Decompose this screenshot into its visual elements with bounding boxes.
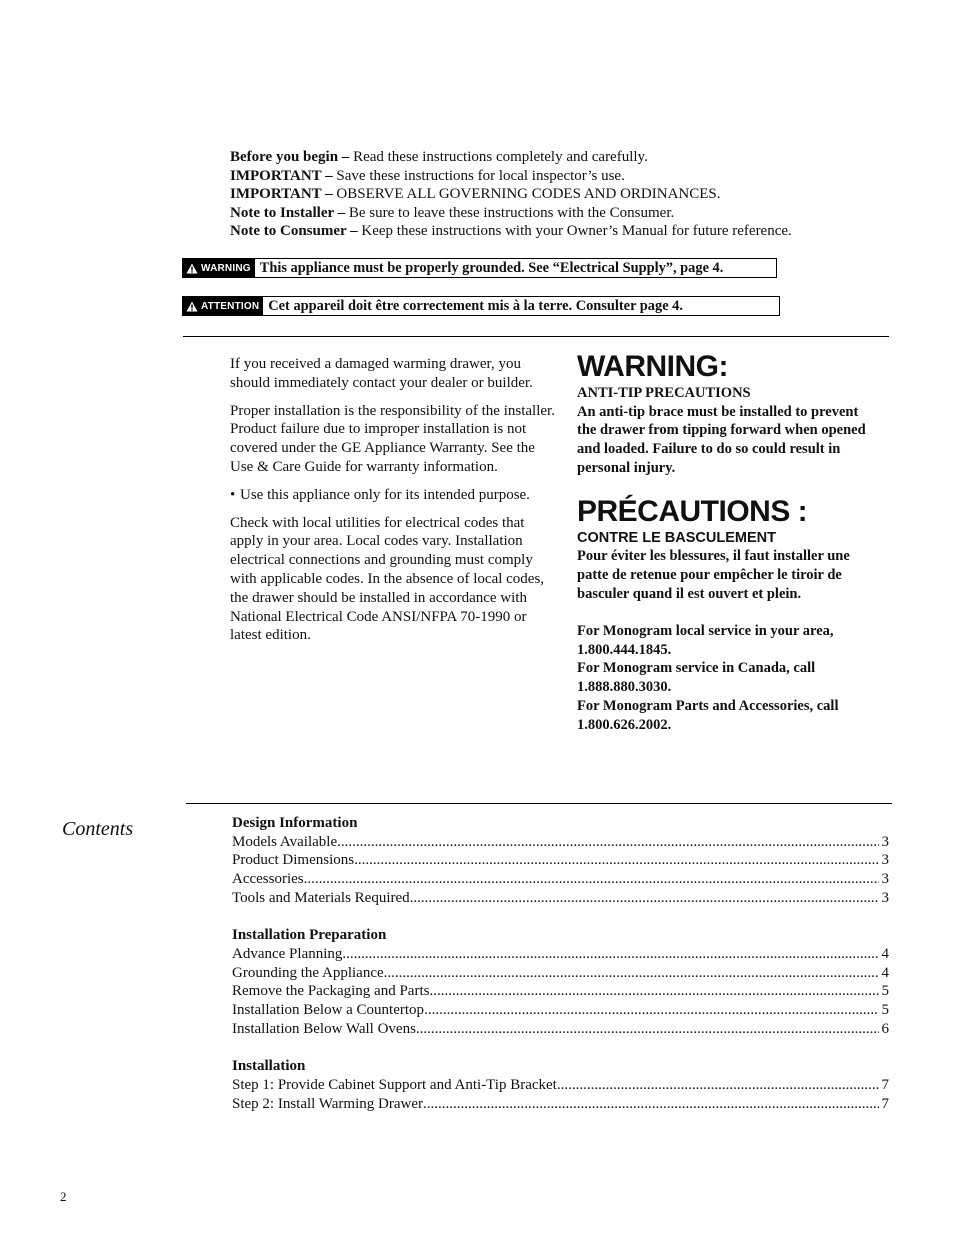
divider — [183, 336, 889, 337]
intro-line-text: OBSERVE ALL GOVERNING CODES AND ORDINANCES. — [332, 186, 721, 203]
warning-text: An anti-tip brace must be installed to prevent the drawer from tipping forward when opened and loaded. Failure to do so could result in personal injury. — [577, 403, 866, 476]
toc-entry-title: Advance Planning — [232, 945, 343, 962]
attention-box-text: Cet appareil doit être correctement mis à la terre. Consulter page 4. — [268, 297, 683, 314]
toc-entry[interactable] — [232, 964, 889, 983]
electrical-codes-paragraph: Check with local utilities for electrical codes that apply in your area. Local codes vary. Installation electrical connections and grounding must comply with applicable codes. In the absence of local codes, the drawer should be installed in accordance with National Electrical Code ANSI/NFPA 70-1990 or latest edition. — [230, 514, 545, 644]
toc-leader — [429, 982, 878, 1001]
toc-page-number: 3 — [881, 871, 889, 888]
intro-line-text: Save these instructions for local inspector’s use. — [332, 167, 625, 184]
toc-entry-title: Remove the Packaging and Parts — [232, 983, 430, 1000]
precautions-text: Pour éviter les blessures, il faut installer une patte de retenue pour empêcher le tiroir de basculer quand il est ouvert et plein. — [577, 548, 850, 602]
precautions-subtitle: CONTRE LE BASCULEMENT — [577, 529, 776, 546]
intro-line-lead: Before you begin – — [230, 149, 350, 165]
toc-entry[interactable] — [232, 982, 889, 1001]
grounding-attention-box — [182, 296, 780, 316]
table-of-contents — [232, 814, 889, 1113]
toc-page-number: 3 — [881, 852, 889, 869]
divider — [186, 803, 892, 804]
toc-page-number: 7 — [881, 1076, 889, 1093]
responsibility-paragraph: Proper installation is the responsibility of the installer. Product failure due to improper installation is not covered under the GE Appliance Warranty. See the Use & Care Guide for warranty information. — [230, 402, 555, 475]
toc-entry[interactable] — [232, 1076, 889, 1095]
toc-leader — [424, 1001, 878, 1020]
warning-triangle-icon — [186, 301, 198, 312]
warning-tag — [183, 259, 255, 277]
toc-entry-title: Tools and Materials Required — [232, 889, 410, 906]
toc-entry-title: Accessories — [232, 871, 304, 888]
toc-leader — [354, 851, 878, 870]
bullet-item — [230, 486, 555, 505]
toc-entry[interactable] — [232, 1001, 889, 1020]
service-contacts — [577, 622, 877, 735]
attention-tag-label: ATTENTION — [201, 300, 260, 312]
toc-entry[interactable] — [232, 870, 889, 889]
intro-line — [230, 148, 890, 167]
toc-entry-title: Grounding the Appliance — [232, 964, 384, 981]
warning-box-text: This appliance must be properly grounded. See “Electrical Supply”, page 4. — [259, 259, 724, 276]
toc-page-number: 4 — [881, 964, 889, 981]
grounding-warning-box — [182, 258, 777, 278]
toc-section-title: Design Information — [232, 815, 358, 831]
service-line: For Monogram Parts and Accessories, call 1.800.626.2002. — [577, 697, 839, 733]
toc-entry-title: Step 2: Install Warming Drawer — [232, 1095, 423, 1112]
intro-line-text: Read these instructions completely and carefully. — [349, 149, 648, 165]
toc-entry[interactable] — [232, 1095, 889, 1114]
toc-entry[interactable] — [232, 1020, 889, 1039]
toc-page-number: 3 — [881, 889, 889, 906]
service-line: For Monogram local service in your area, 1.800.444.1845. — [577, 622, 834, 658]
toc-entry-title: Installation Below Wall Ovens — [232, 1020, 416, 1037]
toc-entry-title: Step 1: Provide Cabinet Support and Anti-Tip Bracket — [232, 1076, 557, 1093]
toc-entry-title: Models Available — [232, 833, 338, 850]
toc-leader — [342, 945, 878, 964]
toc-leader — [304, 870, 879, 889]
toc-entry-title: Installation Below a Countertop — [232, 1002, 425, 1019]
toc-section-title: Installation Preparation — [232, 927, 387, 944]
bullet-text: Use this appliance only for its intended purpose. — [240, 486, 530, 503]
damage-paragraph: If you received a damaged warming drawer, you should immediately contact your dealer or builder. — [230, 356, 533, 391]
page-number: 2 — [60, 1189, 67, 1204]
toc-page-number: 4 — [881, 945, 889, 962]
toc-leader — [384, 964, 879, 983]
intro-line — [230, 222, 890, 241]
warning-subtitle: ANTI-TIP PRECAUTIONS — [577, 385, 751, 401]
intro-notes — [230, 148, 890, 241]
precautions-title: PRÉCAUTIONS : — [577, 494, 808, 528]
toc-section-title: Installation — [232, 1058, 306, 1075]
installation-notes-column — [230, 355, 555, 654]
intro-line — [230, 185, 890, 204]
intro-line-text: Keep these instructions with your Owner’s Manual for future reference. — [357, 223, 792, 240]
intro-line-lead: Note to Installer – — [230, 204, 346, 221]
intro-line-lead: IMPORTANT – — [230, 186, 333, 203]
toc-entry-title: Product Dimensions — [232, 852, 355, 869]
service-line: For Monogram service in Canada, call 1.888.880.3030. — [577, 660, 816, 696]
toc-page-number: 6 — [881, 1020, 889, 1037]
toc-entry[interactable] — [232, 833, 889, 852]
intro-line — [230, 204, 890, 223]
toc-page-number: 5 — [881, 983, 889, 1000]
toc-entry[interactable] — [232, 851, 889, 870]
toc-page-number: 3 — [881, 833, 889, 850]
anti-tip-warning-column — [577, 350, 877, 735]
toc-leader — [416, 1020, 879, 1039]
warning-triangle-icon — [186, 263, 198, 274]
intro-line-lead: IMPORTANT – — [230, 167, 333, 184]
intro-line — [230, 167, 890, 186]
toc-page-number: 7 — [881, 1095, 889, 1112]
warning-tag-label: WARNING — [201, 262, 251, 274]
intro-line-text: Be sure to leave these instructions with the Consumer. — [345, 204, 675, 221]
contents-heading: Contents — [62, 818, 134, 840]
intro-line-lead: Note to Consumer – — [230, 223, 358, 240]
bullet-mark: • — [230, 486, 236, 503]
toc-entry[interactable] — [232, 889, 889, 908]
toc-leader — [410, 889, 879, 908]
toc-leader — [337, 833, 878, 852]
toc-page-number: 5 — [881, 1002, 889, 1019]
toc-leader — [423, 1095, 879, 1114]
attention-tag — [183, 297, 263, 315]
toc-leader — [557, 1076, 879, 1095]
warning-title: WARNING: — [577, 350, 728, 383]
toc-entry[interactable] — [232, 945, 889, 964]
